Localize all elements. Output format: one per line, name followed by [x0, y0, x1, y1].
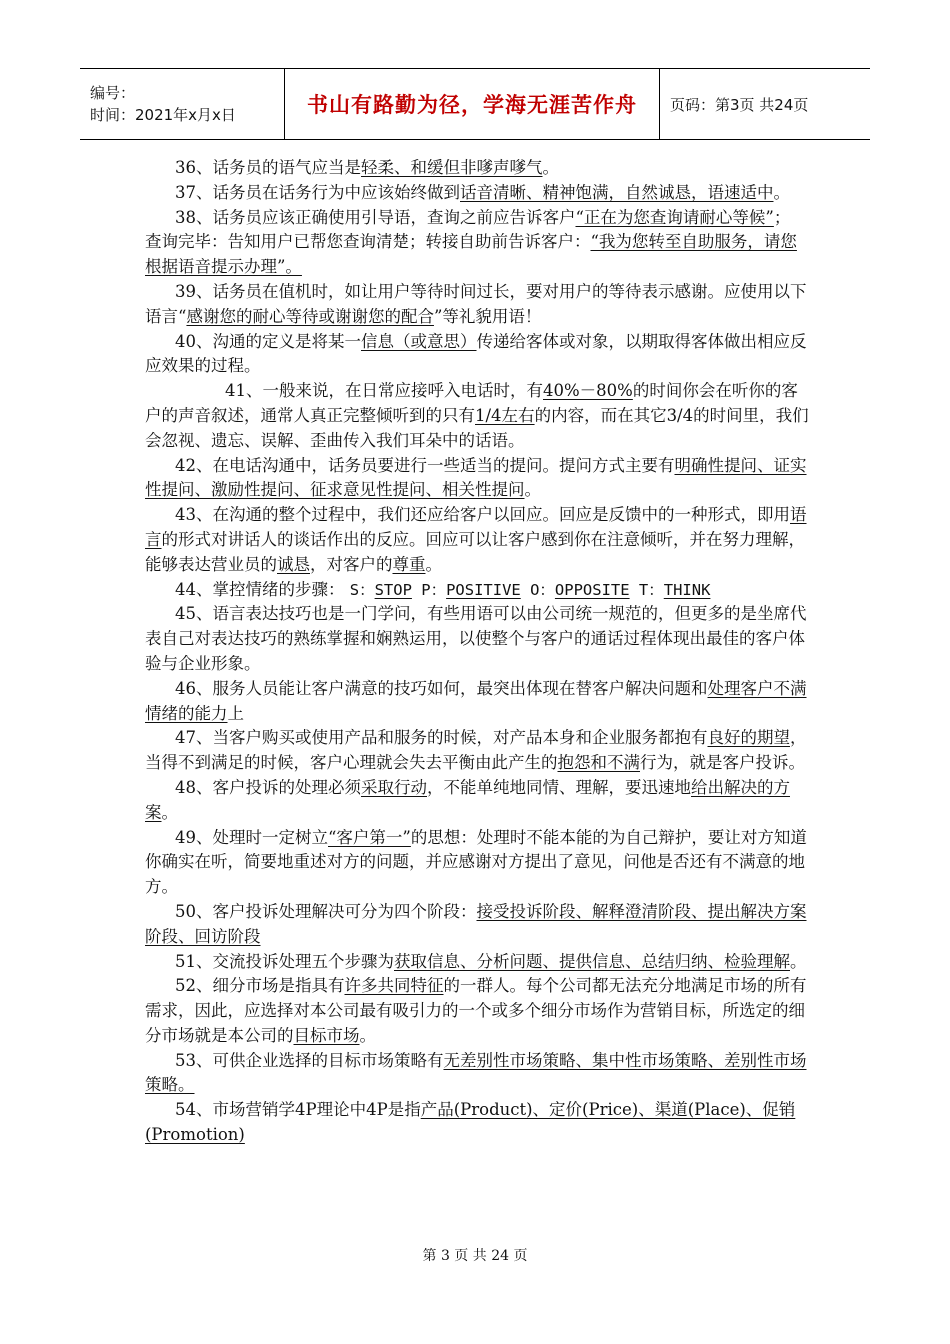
paragraph-p42	[145, 454, 810, 504]
paragraph-p40	[145, 330, 810, 380]
paragraph-p48	[145, 776, 810, 826]
paragraph-text: 41、一般来说，在日常应接呼入电话时，有	[225, 381, 543, 401]
paragraph-text: 45、语言表达技巧也是一门学问，有些用语可以由公司统一规范的，但更多的是坐席代表自己对表达技巧的熟练掌握和娴熟运用，以使整个与客户的通话过程体现出最佳的客户体验与企业形象。	[145, 604, 807, 673]
paragraph-text: 的思想：处理时不能本能的为自己辩护，要让对方知道你确实在听，简要地重述对方的问题，并应感谢对方提出了意见，问他是否还有不满意的地方。	[145, 827, 807, 897]
paragraph-text: ，对客户的	[310, 554, 393, 574]
underlined-answer: 目标市场	[293, 1025, 360, 1045]
paragraph-p51	[145, 950, 810, 975]
underlined-answer: 许多共同特征	[344, 976, 444, 996]
underlined-answer: 信息（或意思）	[361, 331, 477, 351]
paragraph-text: 38、话务员应该正确使用引导语，查询之前应告诉客户	[175, 207, 576, 227]
header-meta	[80, 69, 285, 139]
paragraph-p45	[145, 602, 810, 676]
paragraph-p54	[145, 1098, 810, 1148]
paragraph-text: 54、市场营销学4P理论中4P是指	[175, 1100, 421, 1120]
paragraph-p37	[145, 181, 810, 206]
underlined-answer: 采取行动	[361, 777, 427, 797]
paragraph-text: ，不能单纯地同情、理解，要迅速地	[427, 777, 691, 797]
paragraph-text: 49、处理时一定树立	[175, 827, 328, 847]
paragraph-p47	[145, 726, 810, 776]
underlined-answer: 感谢您的耐心等待或谢谢您的配合	[186, 306, 434, 326]
underlined-answer: 接受投诉阶段、解释澄清阶段、提出解决方案阶段、回访阶段	[145, 901, 807, 946]
paragraph-text: 的一群人。每个公司都无法充分地满足市场的所有需求，因此，应选择对本公司最有吸引力的一个或多个细分市场作为营销目标，所选定的细分市场就是本公司的	[145, 976, 807, 1045]
paragraph-text: 。	[524, 480, 541, 500]
paragraph-p38	[145, 206, 810, 280]
paragraph-p43	[145, 503, 810, 577]
underlined-answer: “正在为您查询请耐心等候”	[575, 207, 774, 227]
paragraph-p39	[145, 280, 810, 330]
paragraph-text: 的内容，而在其它3/4的时间里，我们会忽视、遗忘、误解、歪曲传入我们耳朵中的话语。	[145, 405, 809, 450]
paragraph-text: 44、掌控情绪的步骤：	[175, 579, 350, 599]
paragraph-text: 37、话务员在话务行为中应该始终做到	[175, 182, 460, 202]
paragraph-text: 46、服务人员能让客户满意的技巧如何，最突出体现在替客户解决问题和	[175, 678, 708, 698]
underlined-answer: 产品(Product)、定价(Price)、渠道(Place)、促销(Promotion)	[145, 1100, 796, 1145]
paragraph-text: 39、话务员在值机时，如让用户等待时间过长，要对用户的等待表示感谢。应使用以下语言“	[145, 281, 807, 326]
underlined-answer: 尊重	[392, 554, 426, 574]
paragraph-text: 上	[227, 703, 244, 723]
underlined-answer: 语言	[145, 505, 807, 549]
paragraph-text: 。	[542, 158, 559, 177]
paragraph-text: 51、交流投诉处理五个步骤为	[175, 951, 394, 971]
underlined-answer: “我为您转至自助服务，请您根据语音提示办理”。	[145, 232, 797, 277]
paragraph-text: 。	[790, 951, 807, 971]
underlined-answer: 获取信息、分析问题、提供信息、总结归纳、检验理解	[394, 951, 790, 971]
underlined-answer: 轻柔、和缓但非嗲声嗲气	[361, 158, 543, 177]
paragraph-p52	[145, 974, 810, 1048]
underlined-answer: 40%－80%	[543, 381, 633, 401]
paragraph-p53	[145, 1049, 810, 1099]
underlined-answer: 无差别性市场策略、集中性市场策略、差别性市场策略。	[145, 1050, 807, 1095]
paragraph-p46	[145, 677, 810, 727]
underlined-answer: 处理客户不满情绪的能力	[145, 678, 807, 723]
paragraph-text: 53、可供企业选择的目标市场策略有	[175, 1050, 444, 1070]
underlined-answer: 良好的期望	[707, 728, 790, 748]
paragraph-p49	[145, 826, 810, 900]
paragraph-text: 52、细分市场是指具有	[175, 976, 345, 996]
paragraph-text: ； 查询完毕：告知用户已帮您查询清楚；转接自助前告诉客户：	[145, 207, 791, 252]
underlined-answer: 明确性提问、证实性提问、激励性提问、征求意见性提问、相关性提问	[145, 455, 807, 500]
page-footer: 第 3 页 共 24 页	[422, 1248, 528, 1264]
header-motto: 书山有路勤为径，学海无涯苦作舟	[307, 93, 637, 117]
header-motto-cell	[285, 69, 660, 139]
paragraph-text: ，当得不到满足的时候，客户心理就会失去平衡由此产生的	[145, 728, 807, 773]
paragraph-text: ”等礼貌用语！	[433, 306, 542, 326]
paragraph-text: 。	[425, 554, 442, 574]
paragraph-text: 42、在电话沟通中，话务员要进行一些适当的提问。提问方式主要有	[175, 455, 675, 475]
header-page-info: 页码：第3页 共24页	[670, 95, 809, 114]
paragraph-text: 。	[773, 182, 790, 202]
underlined-answer: 抱怨和不满	[557, 753, 640, 773]
paragraph-text: 。	[161, 802, 178, 822]
paragraph-p41	[145, 379, 810, 453]
underlined-answer: 1/4左右	[475, 405, 535, 425]
paragraph-text: 的时间你会在听你的客户的声音叙述，通常人真正完整倾听到的只有	[145, 381, 798, 425]
paragraph-p44	[145, 578, 810, 603]
paragraph-text: 50、客户投诉处理解决可分为四个阶段：	[175, 901, 477, 921]
underlined-answer: “客户第一”	[328, 827, 411, 847]
underlined-answer: 诚恳	[277, 554, 310, 574]
paragraph-text: 的形式对讲话人的谈话作出的反应。回应可以让客户感到你在注意倾听，并在努力理解，能够表达营业员的	[145, 529, 805, 574]
paragraph-text: 47、当客户购买或使用产品和服务的时候，对产品本身和企业服务都抱有	[175, 728, 708, 748]
document-date: 时间：2021年x月x日	[90, 106, 236, 124]
paragraph-text: 。	[359, 1025, 376, 1045]
paragraph-text: 行为，就是客户投诉。	[640, 753, 805, 773]
underlined-answer: 话音清晰、精神饱满，自然诚恳，语速适中	[460, 182, 774, 202]
paragraph-p36	[145, 156, 810, 181]
paragraph-text: 36、话务员的语气应当是	[175, 158, 361, 177]
underlined-answer: 给出解决的方案	[145, 777, 790, 822]
paragraph-text: 48、客户投诉的处理必须	[175, 777, 361, 797]
emotion-steps-text: S：STOP P：POSITIVE O：OPPOSITE T：THINK	[349, 580, 711, 599]
paragraph-text: 43、在沟通的整个过程中，我们还应给客户以回应。回应是反馈中的一种形式，即用	[175, 505, 790, 525]
paragraph-text: 传递给客体或对象，以期取得客体做出相应反应效果的过程。	[145, 331, 807, 376]
paragraph-p50	[145, 900, 810, 950]
document-number-label: 编号：	[90, 84, 136, 102]
document-body	[145, 156, 810, 1148]
page-header	[80, 68, 870, 140]
paragraph-text: 40、沟通的定义是将某一	[175, 331, 361, 351]
